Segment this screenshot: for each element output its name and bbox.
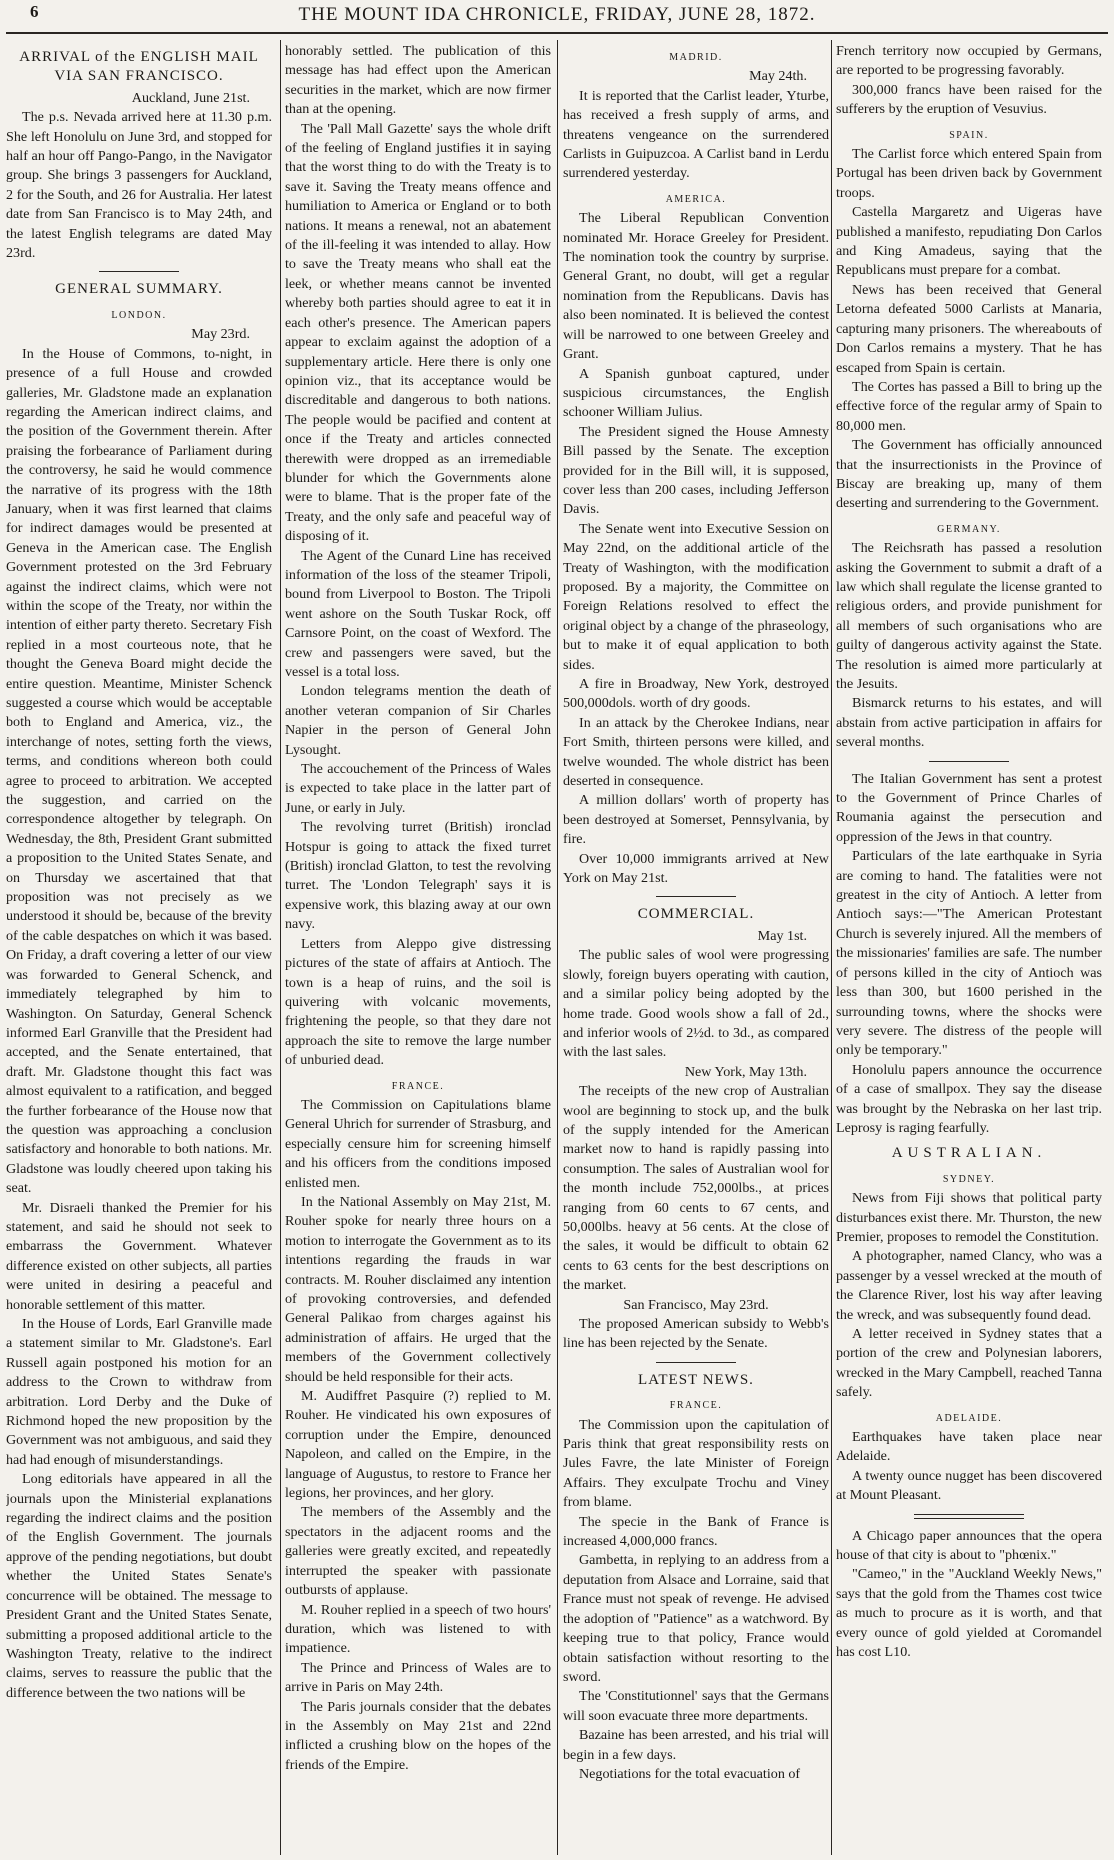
dateline: Auckland, June 21st. xyxy=(131,89,250,106)
subhead: GERMANY. xyxy=(937,523,1001,535)
article-paragraph: The specie in the Bank of France is increased 4,000,000 francs. xyxy=(563,1513,829,1550)
article-paragraph: The members of the Assembly and the spectators in the adjacent rooms and the galleries were greatly excited, and repeatedly interrupted the speaker with passionate outbursts of applause. xyxy=(285,1504,551,1599)
column-rule xyxy=(557,40,558,1855)
article-paragraph: Long editorials have appeared in all the journals upon the Ministerial explanations regarding the indirect claims and the position of the English Government. The journals approve of the pending negotiations, but doubt whether the United States Senate's concurrence will be obtained. The message to President Grant and the United States Senate, submitting a proposed additional article to the Washington Treaty, relative to the indirect claims, serves to reassure the public that the difference between the two nations will be xyxy=(6,1471,272,1701)
article-paragraph: Gambetta, in replying to an address from a deputation from Alsace and Lorraine, said that France must not speak of revenge. He advised the adoption of "Patience" as a watchword. By keeping true to that policy, France would obtain satisfaction without resorting to the sword. xyxy=(563,1552,829,1685)
article-paragraph: A twenty ounce nugget has been discovered at Mount Pleasant. xyxy=(836,1467,1102,1504)
article-paragraph: The Government has officially announced that the insurrectionists in the Province of Biscay are breaking up, many of them deserting and surrendering to the Government. xyxy=(836,437,1102,512)
article-paragraph: In the House of Commons, to-night, in presence of a full House and crowded galleries, Mr. Gladstone made an explanation regarding the American indirect claims, and the position of the Government therein. After praising the forbearance of Parliament during the controversy, he said he would commence the narrative of its progress with the 18th January, when it was first learned that claims for indirect damages would be presented at Geneva in the American case. The English Government protested on the 3rd February against the indirect claims, which were not within the scope of the Treaty, nor within the intention of either party thereto. Secretary Fish replied in a most courteous note, that he thought the Geneva Board might decide the entire question. Meantime, Minister Schenck suggested a course which would be acceptable both to England and America, viz., the interchange of notes, setting forth the views, terms, and conditions whereon both could agree to proceed to arbitration. We accepted the suggestion, and carried on the correspondence altogether by telegraph. On Wednesday, the 8th, President Grant submitted a proposition to the United States Senate, and on Thursday we ascertained that that proposition was not precisely as we understood it should be, because of the brevity of the cable despatches on which it was based. On Friday, a draft covering a letter of our view was forwarded to General Schenck, and immediately telegraphed by him to Washington. On Saturday, General Schenck informed Earl Granville that the President had accepted, and the Senate entertained, that draft. Mr. Gladstone thought this fact was almost equivalent to a ratification, and begged the further forbearance of the House now that the question was approaching a conclusion satisfactory and honorable to both nations. Mr. Gladstone was loudly cheered upon taking his seat. xyxy=(6,345,272,1197)
article-paragraph: The Carlist force which entered Spain from Portugal has been driven back by Government troops. xyxy=(836,146,1102,201)
article-paragraph: A photographer, named Clancy, who was a passenger by a vessel wrecked at the mouth of the Clarence River, lost his way after leaving the wreck, and was subsequently found dead. xyxy=(836,1248,1102,1323)
page-header xyxy=(0,0,1114,30)
dateline: May 1st. xyxy=(757,927,807,944)
article-paragraph: Earthquakes have taken place near Adelaide. xyxy=(836,1429,1102,1465)
column-rule xyxy=(831,40,832,1855)
article-paragraph: It is reported that the Carlist leader, Yturbe, has received a fresh supply of arms, and threatens vengeance on the surrendered Carlists in Guipuzcoa. A Carlist band in Lerdu surrendered yesterday. xyxy=(563,87,829,182)
subhead: MADRID. xyxy=(669,52,723,63)
article-paragraph: The revolving turret (British) ironclad Hotspur is going to attack the fixed turret (British) ironclad Glatton, to test the revolving turret. The 'London Telegraph' says it is expensive work, this blazing away at our own navy. xyxy=(285,819,551,933)
subhead: LONDON. xyxy=(111,309,167,321)
page-number: 6 xyxy=(30,2,39,21)
header-rule xyxy=(6,32,1108,34)
article-paragraph: The proposed American subsidy to Webb's line has been rejected by the Senate. xyxy=(563,1316,829,1352)
article-paragraph: The President signed the House Amnesty Bill passed by the Senate. The exception provided for in the Bill will, it is supposed, cover less than 200 cases, including Jefferson Davis. xyxy=(563,423,829,518)
subhead: ADELAIDE. xyxy=(935,1412,1003,1424)
article-paragraph: A million dollars' worth of property has been destroyed at Somerset, Pennsylvania, by fire. xyxy=(563,792,829,848)
column-1 xyxy=(6,42,272,1852)
article-paragraph: Bazaine has been arrested, and his trial will begin in a few days. xyxy=(563,1727,829,1763)
article-paragraph: Negotiations for the total evacuation of xyxy=(579,1765,801,1782)
article-paragraph: The p.s. Nevada arrived here at 11.30 p.m. She left Honolulu on June 3rd, and stopped for half an hour off Pango-Pango, in the Navigator group. She brings 3 passengers for Auckland, 2 for the South, and 26 for Australia. Her latest date from San Francisco is to May 24th, and the latest English telegrams are dated May 23rd. xyxy=(6,109,272,262)
section-divider xyxy=(914,1514,1024,1519)
article-paragraph: The accouchement of the Princess of Wales is expected to take place in the latter part of June, or early in July. xyxy=(285,761,551,816)
subhead: AMERICA. xyxy=(665,193,727,205)
article-paragraph: The Commission upon the capitulation of Paris think that great responsibility rests on Jules Favre, the late Minister of Foreign Affairs. They exculpate Trochu and Viney from blame. xyxy=(563,1416,829,1511)
dateline: San Francisco, May 23rd. xyxy=(623,1296,769,1313)
article-paragraph: Honolulu papers announce the occurrence of a case of smallpox. They say the disease was brought by the Nebraska on her last trip. Leprosy is raging fearfully. xyxy=(836,1061,1102,1136)
subhead: SPAIN. xyxy=(949,129,989,141)
column-2 xyxy=(285,42,551,1852)
headline: GENERAL SUMMARY. xyxy=(55,281,223,298)
section-divider xyxy=(99,271,179,272)
column-4 xyxy=(836,42,1102,1852)
subhead: FRANCE. xyxy=(391,1080,445,1092)
article-paragraph: A letter received in Sydney states that a portion of the crew and Polynesian laborers, wrecked in the Mary Campbell, reached Tanna safely. xyxy=(836,1326,1102,1401)
article-paragraph: The public sales of wool were progressing slowly, foreign buyers operating with caution, and a similar policy being adopted by the home trade. Good wools show a fall of 2d., and inferior wools of 2½d. to 3d., as compared with the last sales. xyxy=(563,947,829,1061)
article-paragraph: Over 10,000 immigrants arrived at New York on May 21st. xyxy=(563,850,829,887)
column-rule xyxy=(280,40,281,1855)
headline: LATEST NEWS. xyxy=(638,1371,754,1388)
article-paragraph: Letters from Aleppo give distressing pictures of the state of affairs at Antioch. The town is a heap of ruins, and the soil is quivering with volcanic movements, frightening the people, so that they dare not approach the site to remove the large number of unburied dead. xyxy=(285,935,551,1069)
article-paragraph: A Spanish gunboat captured, under suspicious circumstances, the English schooner William Julius. xyxy=(563,365,829,421)
article-paragraph: Mr. Disraeli thanked the Premier for his statement, and said he should not seek to embarrass the Government. Whatever difference existed on other subjects, all parties were united in desiring a peaceful and honorable settlement of this matter. xyxy=(6,1199,272,1313)
headline: ARRIVAL of the ENGLISH MAIL VIA SAN FRANCISCO. xyxy=(19,49,259,85)
section-divider xyxy=(656,1362,736,1363)
article-paragraph: In the National Assembly on May 21st, M. Rouher spoke for nearly three hours on a motion to interrogate the Government as to its intentions regarding the frauds in war contracts. M. Rouher disclaimed any intention of provoking controversies, and defended General Palikao from charges against his administration of affairs. He urged that the members of the Government collectively should be held responsible for their acts. xyxy=(285,1193,551,1385)
article-paragraph: The 'Pall Mall Gazette' says the whole drift of the feeling of England justifies it in saying that the worst thing to do with the Treaty is to save it. Saving the Treaty means offence and humiliation to America or England or to both nations. It means a renewal, not an abatement of the ill-feeling it was intended to allay. How to save the Treaty means who shall eat the leek, or whether means cannot be invented whereby both parties should agree to eat it in each other's presence. The American papers appear to exclaim against the adoption of a supplementary article. Here there is only one opinion viz., that its acceptance would be discreditable and dangerous to both nations. The people would be pacified and content at once if the Treaty and articles connected therewith were dropped as an irremediable blunder for which the Governments alone were to blame. That is the proper fate of the Treaty, and the only safe and peaceful way of disposing of it. xyxy=(285,120,551,545)
column-3 xyxy=(563,42,829,1852)
article-paragraph: The Commission on Capitulations blame General Uhrich for surrender of Strasburg, and especially censure him for screening himself and his officers from the conditions imposed enlisted men. xyxy=(285,1096,551,1191)
article-paragraph: The 'Constitutionnel' says that the Germans will soon evacuate three more departments. xyxy=(563,1688,829,1724)
article-paragraph: News has been received that General Letorna defeated 5000 Carlists at Manaria, capturing many prisoners. The whereabouts of Don Carlos remains a mystery. That he has escaped from Spain is certain. xyxy=(836,281,1102,376)
article-paragraph: London telegrams mention the death of another veteran companion of Sir Charles Napier in the person of General John Lysought. xyxy=(285,683,551,758)
article-paragraph: Castella Margaretz and Uigeras have published a manifesto, repudiating Don Carlos and King Amadeus, saying that the Republicans must prepare for a combat. xyxy=(836,204,1102,279)
article-paragraph: The Senate went into Executive Session on May 22nd, on the additional article of the Treaty of Washington, with the modification proposed. By a majority, the Committee on Foreign Relations resolved to effect the original object by a change of the phraseology, but to make it of equal application to both sides. xyxy=(563,520,829,673)
section-divider xyxy=(656,896,736,897)
dateline: May 23rd. xyxy=(191,326,250,343)
article-paragraph: The Agent of the Cunard Line has received information of the loss of the steamer Tripoli, bound from Liverpool to Boston. The Tripoli went ashore on the South Tuskar Rock, off Carnsore Point, on the coast of Wexford. The crew and passengers were saved, but the vessel is a total loss. xyxy=(285,547,551,680)
article-paragraph: News from Fiji shows that political party disturbances exist there. Mr. Thurston, the new Premier, proposes to remodel the Constitution. xyxy=(836,1190,1102,1245)
article-paragraph: In the House of Lords, Earl Granville made a statement similar to Mr. Gladstone's. Earl Russell again postponed his motion for an address to the Crown to withdraw from arbitration. Lord Derby and the Duke of Richmond hoped the new proposition by the Government was not ambiguous, and said they had had enough of misunderstandings. xyxy=(6,1316,272,1468)
article-paragraph: A Chicago paper announces that the opera house of that city is about to "phœnix." xyxy=(836,1527,1102,1564)
article-paragraph: Particulars of the late earthquake in Syria are coming to hand. The fatalities were not greatest in the city of Antioch. A letter from Antioch says:—"The American Protestant Church is severely injured. All the members of the missionaries' families are safe. The number of persons killed in the city of Antioch was less than 300, but 1600 perished in the surrounding towns, where the shocks were very severe. The distress of the people will only be temporary." xyxy=(836,848,1102,1059)
article-paragraph: The Reichsrath has passed a resolution asking the Government to submit a draft of a law which shall regulate the license granted to religious orders, and provide punishment for all members of such organisations who are guilty of dangerous activity against the State. The resolution is aimed more particularly at the Jesuits. xyxy=(836,540,1102,692)
subhead: SYDNEY. xyxy=(942,1173,996,1185)
dateline: May 24th. xyxy=(749,68,807,85)
subhead: FRANCE. xyxy=(669,1400,723,1412)
article-paragraph: M. Rouher replied in a speech of two hours' duration, which was listened to with impatience. xyxy=(285,1601,551,1657)
headline: AUSTRALIAN. xyxy=(891,1145,1047,1162)
article-paragraph: 300,000 francs have been raised for the sufferers by the eruption of Vesuvius. xyxy=(836,81,1102,118)
article-paragraph: The Liberal Republican Convention nominated Mr. Horace Greeley for President. The nomination took the country by surprise. General Grant, no doubt, will get a regular nomination from the Republicans. Davis has also been nominated. It is believed the contest will be narrowed to one between Greeley and Grant. xyxy=(563,210,829,363)
section-divider xyxy=(929,761,1009,762)
article-paragraph: The Paris journals consider that the debates in the Assembly on May 21st and 22nd inflicted a crushing blow on the hopes of the friends of the Empire. xyxy=(285,1698,551,1773)
article-paragraph: A fire in Broadway, New York, destroyed 500,000dols. worth of dry goods. xyxy=(563,676,829,712)
article-paragraph: honorably settled. The publication of this message has had effect upon the American securities in the market, which are now firmer than at the opening. xyxy=(285,43,551,118)
article-paragraph: "Cameo," in the "Auckland Weekly News," says that the gold from the Thames cost twice as much to procure as it is worth, and that every ounce of gold yielded at Coromandel has cost L10. xyxy=(836,1566,1102,1661)
article-paragraph: The Italian Government has sent a protest to the Government of Prince Charles of Roumania against the persecution and oppression of the Jews in that country. xyxy=(836,770,1102,845)
article-paragraph: The Cortes has passed a Bill to bring up the effective force of the regular army of Spain to 80,000 men. xyxy=(836,378,1102,434)
article-paragraph: Bismarck returns to his estates, and will abstain from active participation in affairs for several months. xyxy=(836,695,1102,751)
dateline: New York, May 13th. xyxy=(684,1063,807,1080)
article-paragraph: French territory now occupied by Germans, are reported to be progressing favorably. xyxy=(836,43,1102,79)
article-paragraph: M. Audiffret Pasquire (?) replied to M. Rouher. He vindicated his own exposures of corruption under the Empire, denounced Napoleon, and called on the Empire, in the language of Augustus, to restore to France her legions, her provinces, and her glory. xyxy=(285,1388,551,1502)
masthead: THE MOUNT IDA CHRONICLE, FRIDAY, JUNE 28, 1872. xyxy=(298,4,816,25)
article-paragraph: The Prince and Princess of Wales are to arrive in Paris on May 24th. xyxy=(285,1659,551,1696)
article-paragraph: The receipts of the new crop of Australian wool are beginning to stock up, and the bulk of the supply intended for the American market now to hand is rapidly passing into consumption. The sales of Australian wool for the month include 752,000lbs., at prices ranging from 60 cents to 67 cents, and 50,000lbs. heavy at 56 cents. At the close of the sales, it would be difficult to obtain 62 cents to 63 cents for the best descriptions on the market. xyxy=(563,1083,829,1294)
article-paragraph: In an attack by the Cherokee Indians, near Fort Smith, thirteen persons were killed, and twelve wounded. The whole district has been deserted in consequence. xyxy=(563,714,829,790)
headline: COMMERCIAL. xyxy=(637,906,755,923)
